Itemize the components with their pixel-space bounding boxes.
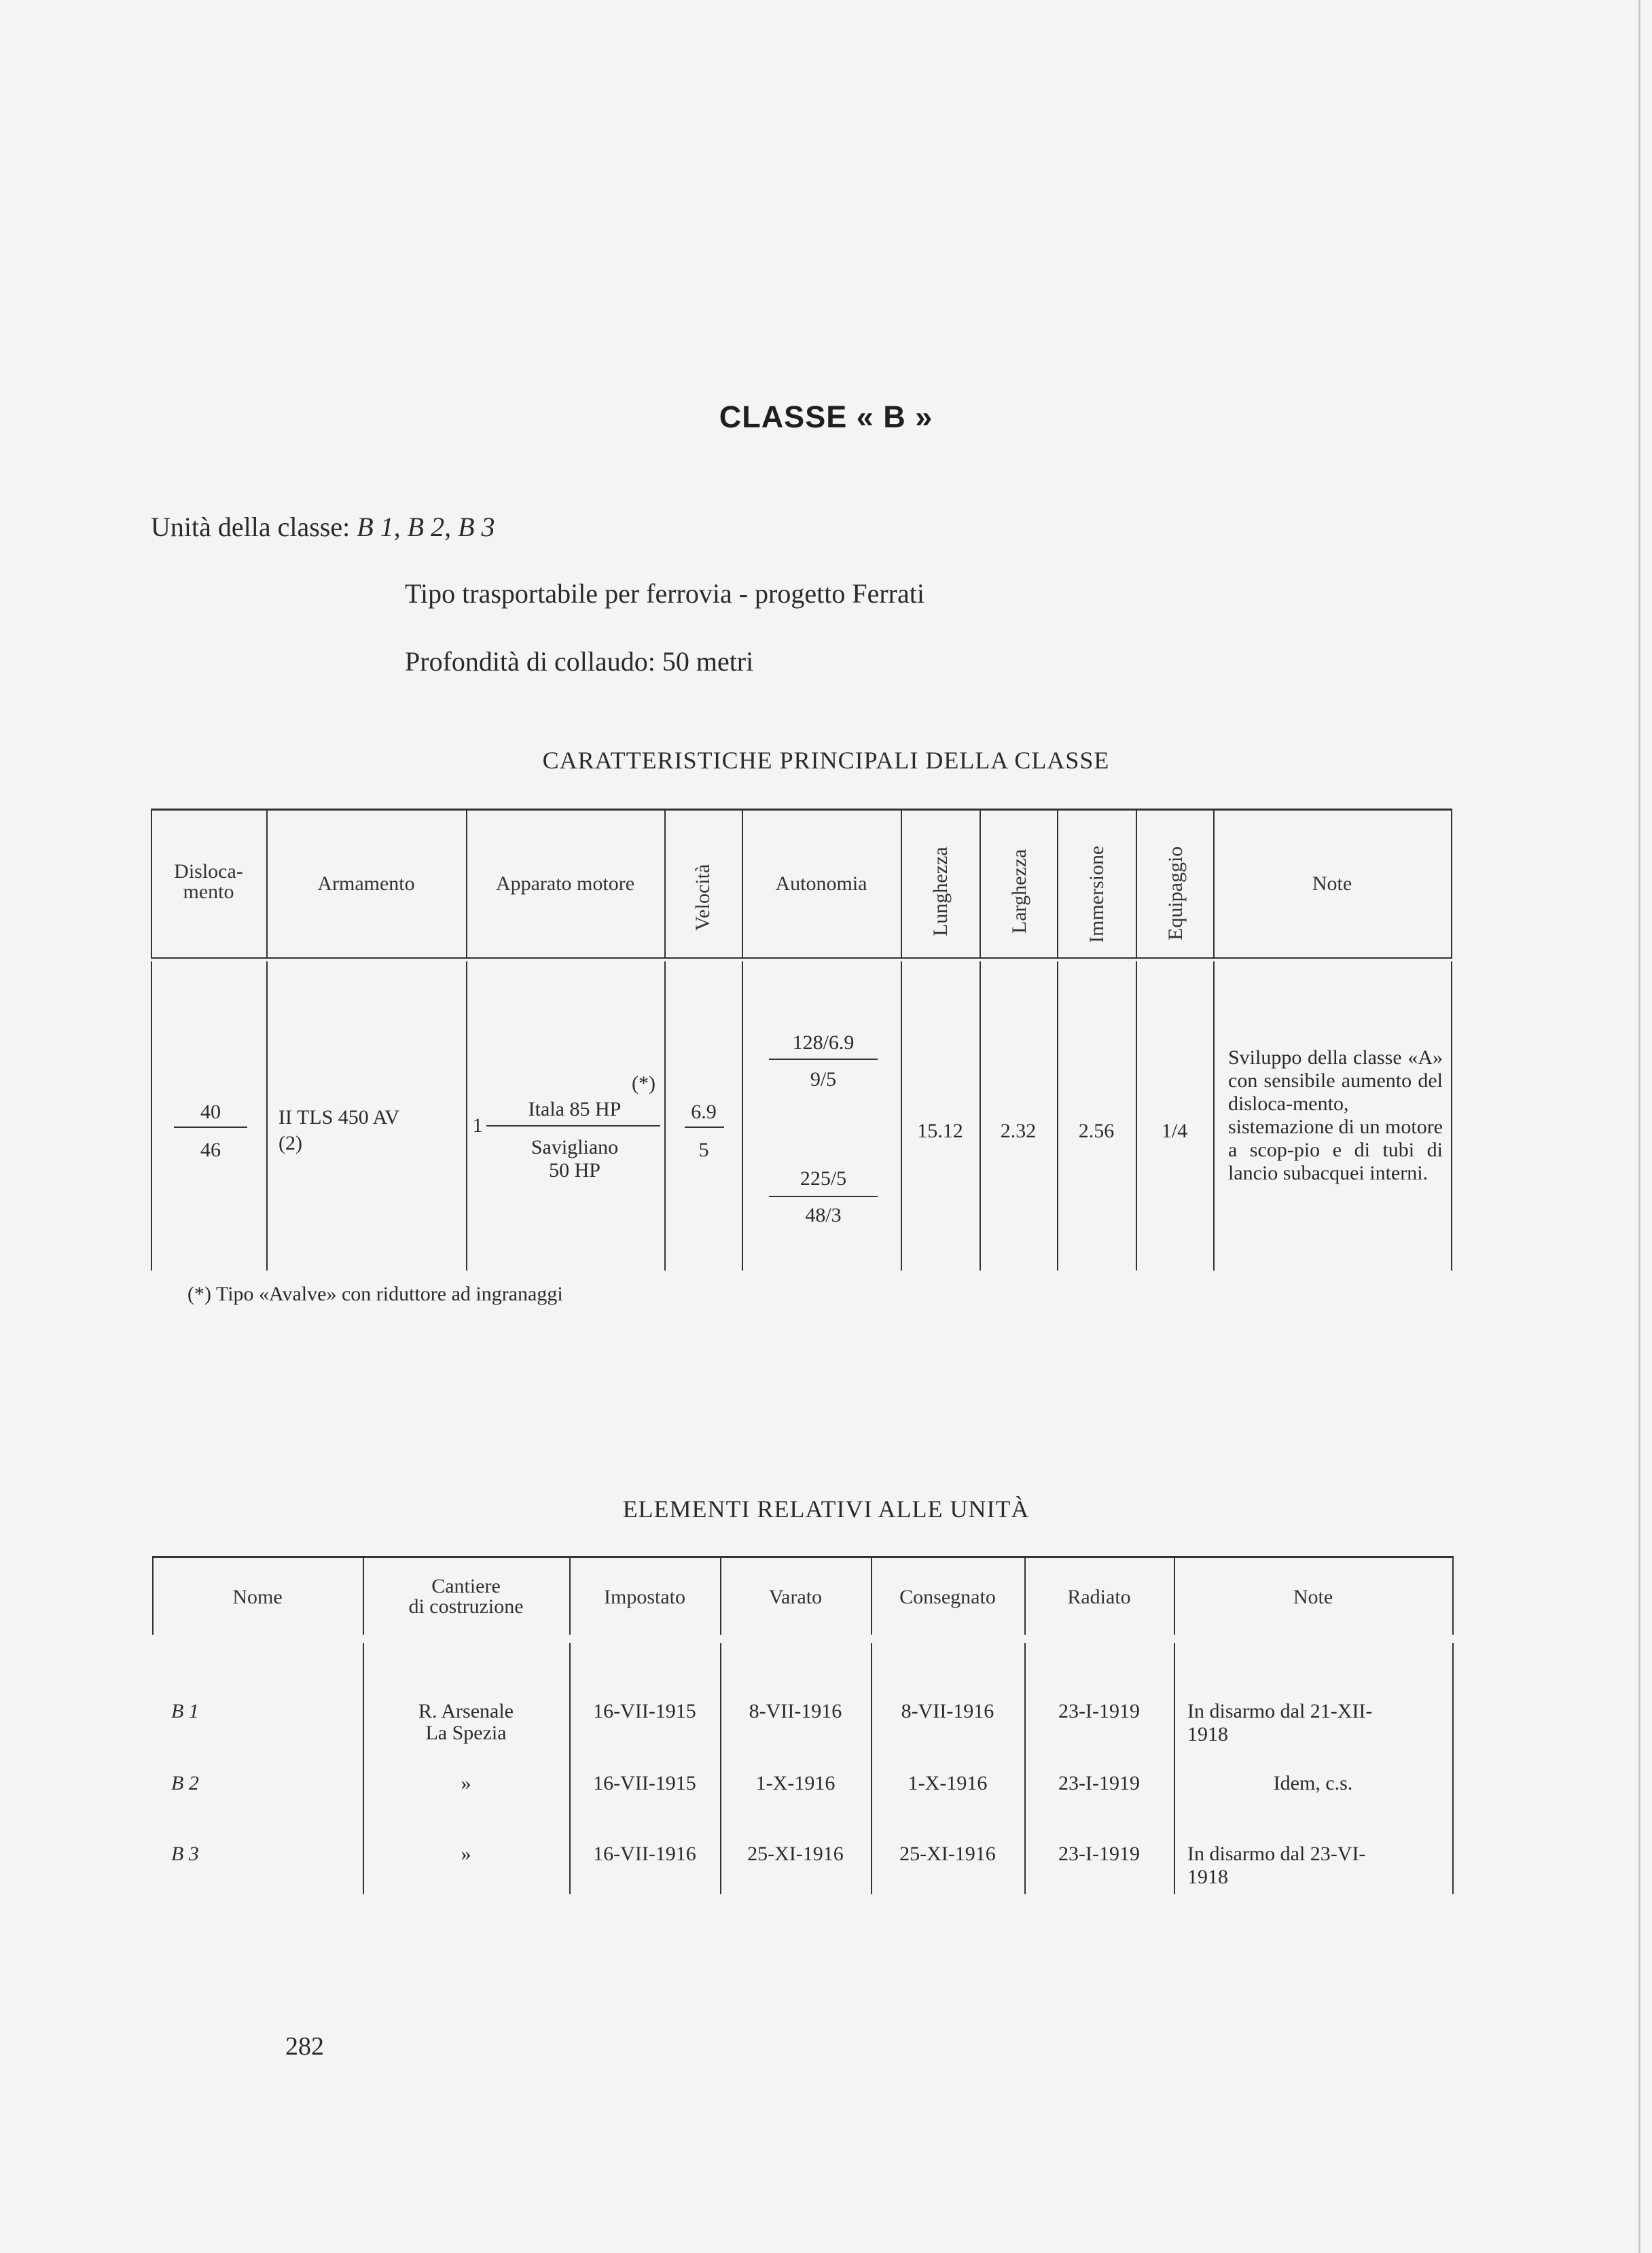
units-line (151, 511, 495, 543)
t1-vline (1136, 961, 1137, 1271)
t1-vline (1451, 809, 1452, 957)
t2-row2-cantiere1: » (461, 1772, 471, 1794)
t1-disl-fraction-bar (174, 1126, 247, 1128)
page-edge (1638, 0, 1640, 2253)
t2-row2-varato: 1-X-1916 (755, 1772, 836, 1794)
t1-header-armamento: Armamento (317, 872, 415, 895)
t2-row1-note1: In disarmo dal 21-XII- (1187, 1700, 1373, 1722)
t1-app-count: 1 (472, 1114, 483, 1137)
t1-vline (664, 809, 666, 957)
t2-row2-impostato: 16-VII-1915 (593, 1772, 696, 1794)
t1-aut-bar-1 (769, 1059, 878, 1060)
t1-equipaggio: 1/4 (1161, 1120, 1188, 1142)
t1-vel-bottom: 5 (698, 1139, 709, 1161)
t2-vline (1452, 1643, 1454, 1894)
t1-vline (980, 961, 981, 1271)
t2-header-note: Note (1293, 1586, 1333, 1608)
t1-vline (980, 809, 981, 957)
t1-vline (742, 961, 743, 1271)
t1-immersione: 2.56 (1078, 1120, 1115, 1142)
t2-row1-varato: 8-VII-1916 (749, 1700, 842, 1722)
t2-row1-cantiere1: R. Arsenale (418, 1700, 514, 1722)
t1-vline (266, 961, 268, 1271)
t1-vline (151, 961, 152, 1271)
t1-header-lunghezza: Lunghezza (929, 847, 952, 936)
t2-header-cantiere: Cantiere di costruzione (408, 1575, 524, 1618)
t2-header-consegnato: Consegnato (899, 1586, 996, 1608)
t1-header-equipaggio: Equipaggio (1164, 846, 1187, 940)
t1-vel-fraction-bar (685, 1126, 724, 1128)
table1-title: CARATTERISTICHE PRINCIPALI DELLA CLASSE (542, 747, 1110, 774)
t2-row1-consegnato: 8-VII-1916 (901, 1700, 994, 1722)
t1-header-apparato: Apparato motore (495, 872, 635, 895)
t1-larghezza: 2.32 (1000, 1120, 1037, 1142)
t1-vline (1057, 961, 1058, 1271)
t1-app-fraction-bar (486, 1125, 660, 1126)
t2-row2-nome: B 2 (171, 1772, 199, 1794)
t1-header-immersione: Immersione (1085, 845, 1108, 943)
t2-row2-note1: Idem, c.s. (1273, 1772, 1353, 1794)
t1-aut-2: 9/5 (810, 1068, 837, 1090)
t1-header-larghezza: Larghezza (1008, 849, 1030, 934)
t1-vel-top: 6.9 (691, 1101, 717, 1123)
t2-row3-cantiere1: » (461, 1843, 471, 1865)
t1-vline (901, 961, 902, 1271)
t2-header-nome: Nome (232, 1586, 283, 1608)
t2-header-impostato: Impostato (604, 1586, 685, 1608)
t1-disl-top: 40 (200, 1101, 221, 1123)
footnote: (*) Tipo «Avalve» con riduttore ad ingranaggi (187, 1283, 563, 1305)
t1-app-bottom1: Savigliano (531, 1136, 619, 1158)
units-label: Unità della classe: (151, 512, 351, 542)
t2-row1-radiato: 23-I-1919 (1058, 1700, 1140, 1722)
t2-row1-cantiere2: La Spezia (425, 1722, 507, 1744)
t1-header-autonomia: Autonomia (775, 872, 867, 895)
t1-aut-4: 48/3 (805, 1204, 842, 1226)
units-names: B 1, B 2, B 3 (357, 512, 495, 542)
t2-row1-note2: 1918 (1187, 1723, 1228, 1745)
table1-header-rule (151, 957, 1452, 959)
t1-header-velocita: Velocità (692, 864, 714, 931)
t2-row2-radiato: 23-I-1919 (1058, 1772, 1140, 1794)
t1-app-bottom2: 50 HP (549, 1159, 600, 1182)
page-number: 282 (285, 2032, 324, 2061)
t2-row1-nome: B 1 (171, 1700, 199, 1722)
table2-title: ELEMENTI RELATIVI ALLE UNITÀ (622, 1495, 1030, 1523)
t1-header-note: Note (1312, 872, 1352, 895)
t2-row3-nome: B 3 (171, 1843, 199, 1865)
t2-row3-note2: 1918 (1187, 1866, 1228, 1888)
t2-row2-consegnato: 1-X-1916 (908, 1772, 988, 1794)
t1-vline (466, 961, 467, 1271)
t1-disl-bottom: 46 (200, 1139, 221, 1161)
t2-row1-impostato: 16-VII-1915 (593, 1700, 696, 1722)
t1-vline (1213, 961, 1215, 1271)
t1-header-dislocamento: Disloca- mento (174, 860, 243, 903)
t1-aut-bar-2 (769, 1196, 878, 1197)
t2-vline (1174, 1643, 1175, 1894)
t1-lunghezza: 15.12 (917, 1120, 963, 1142)
t2-row3-impostato: 16-VII-1916 (593, 1843, 696, 1865)
t1-vline (901, 809, 902, 957)
t2-header-radiato: Radiato (1067, 1586, 1131, 1608)
t1-vline (1057, 809, 1058, 957)
t1-vline (1136, 809, 1137, 957)
t2-vline (1452, 1556, 1454, 1635)
type-line: Tipo trasportabile per ferrovia - progetto Ferrati (405, 578, 924, 609)
t1-arm-line2: (2) (279, 1132, 302, 1154)
t2-row3-radiato: 23-I-1919 (1058, 1843, 1140, 1865)
t1-vline (664, 961, 666, 1271)
table1-top-rule (151, 809, 1452, 811)
table2-top-rule (152, 1556, 1454, 1558)
t1-note: Sviluppo della classe «A» con sensibile aumento del disloca-mento, sistemazione di un motore a scop-pio e di tubi di lancio subacquei interni. (1228, 1046, 1443, 1184)
t1-aut-1: 128/6.9 (792, 1031, 855, 1054)
t1-app-star: (*) (632, 1072, 656, 1095)
t1-vline (1451, 961, 1452, 1271)
t2-row3-varato: 25-XI-1916 (747, 1843, 844, 1865)
t2-header-varato: Varato (768, 1586, 823, 1608)
t1-aut-3: 225/5 (800, 1167, 847, 1190)
t2-row3-consegnato: 25-XI-1916 (899, 1843, 996, 1865)
t1-arm-line1: II TLS 450 AV (279, 1106, 400, 1129)
t1-app-top: Itala 85 HP (528, 1098, 622, 1120)
t2-row3-note1: In disarmo dal 23-VI- (1187, 1843, 1366, 1865)
page-heading: CLASSE « B » (719, 400, 933, 434)
depth-line: Profondità di collaudo: 50 metri (405, 646, 754, 677)
